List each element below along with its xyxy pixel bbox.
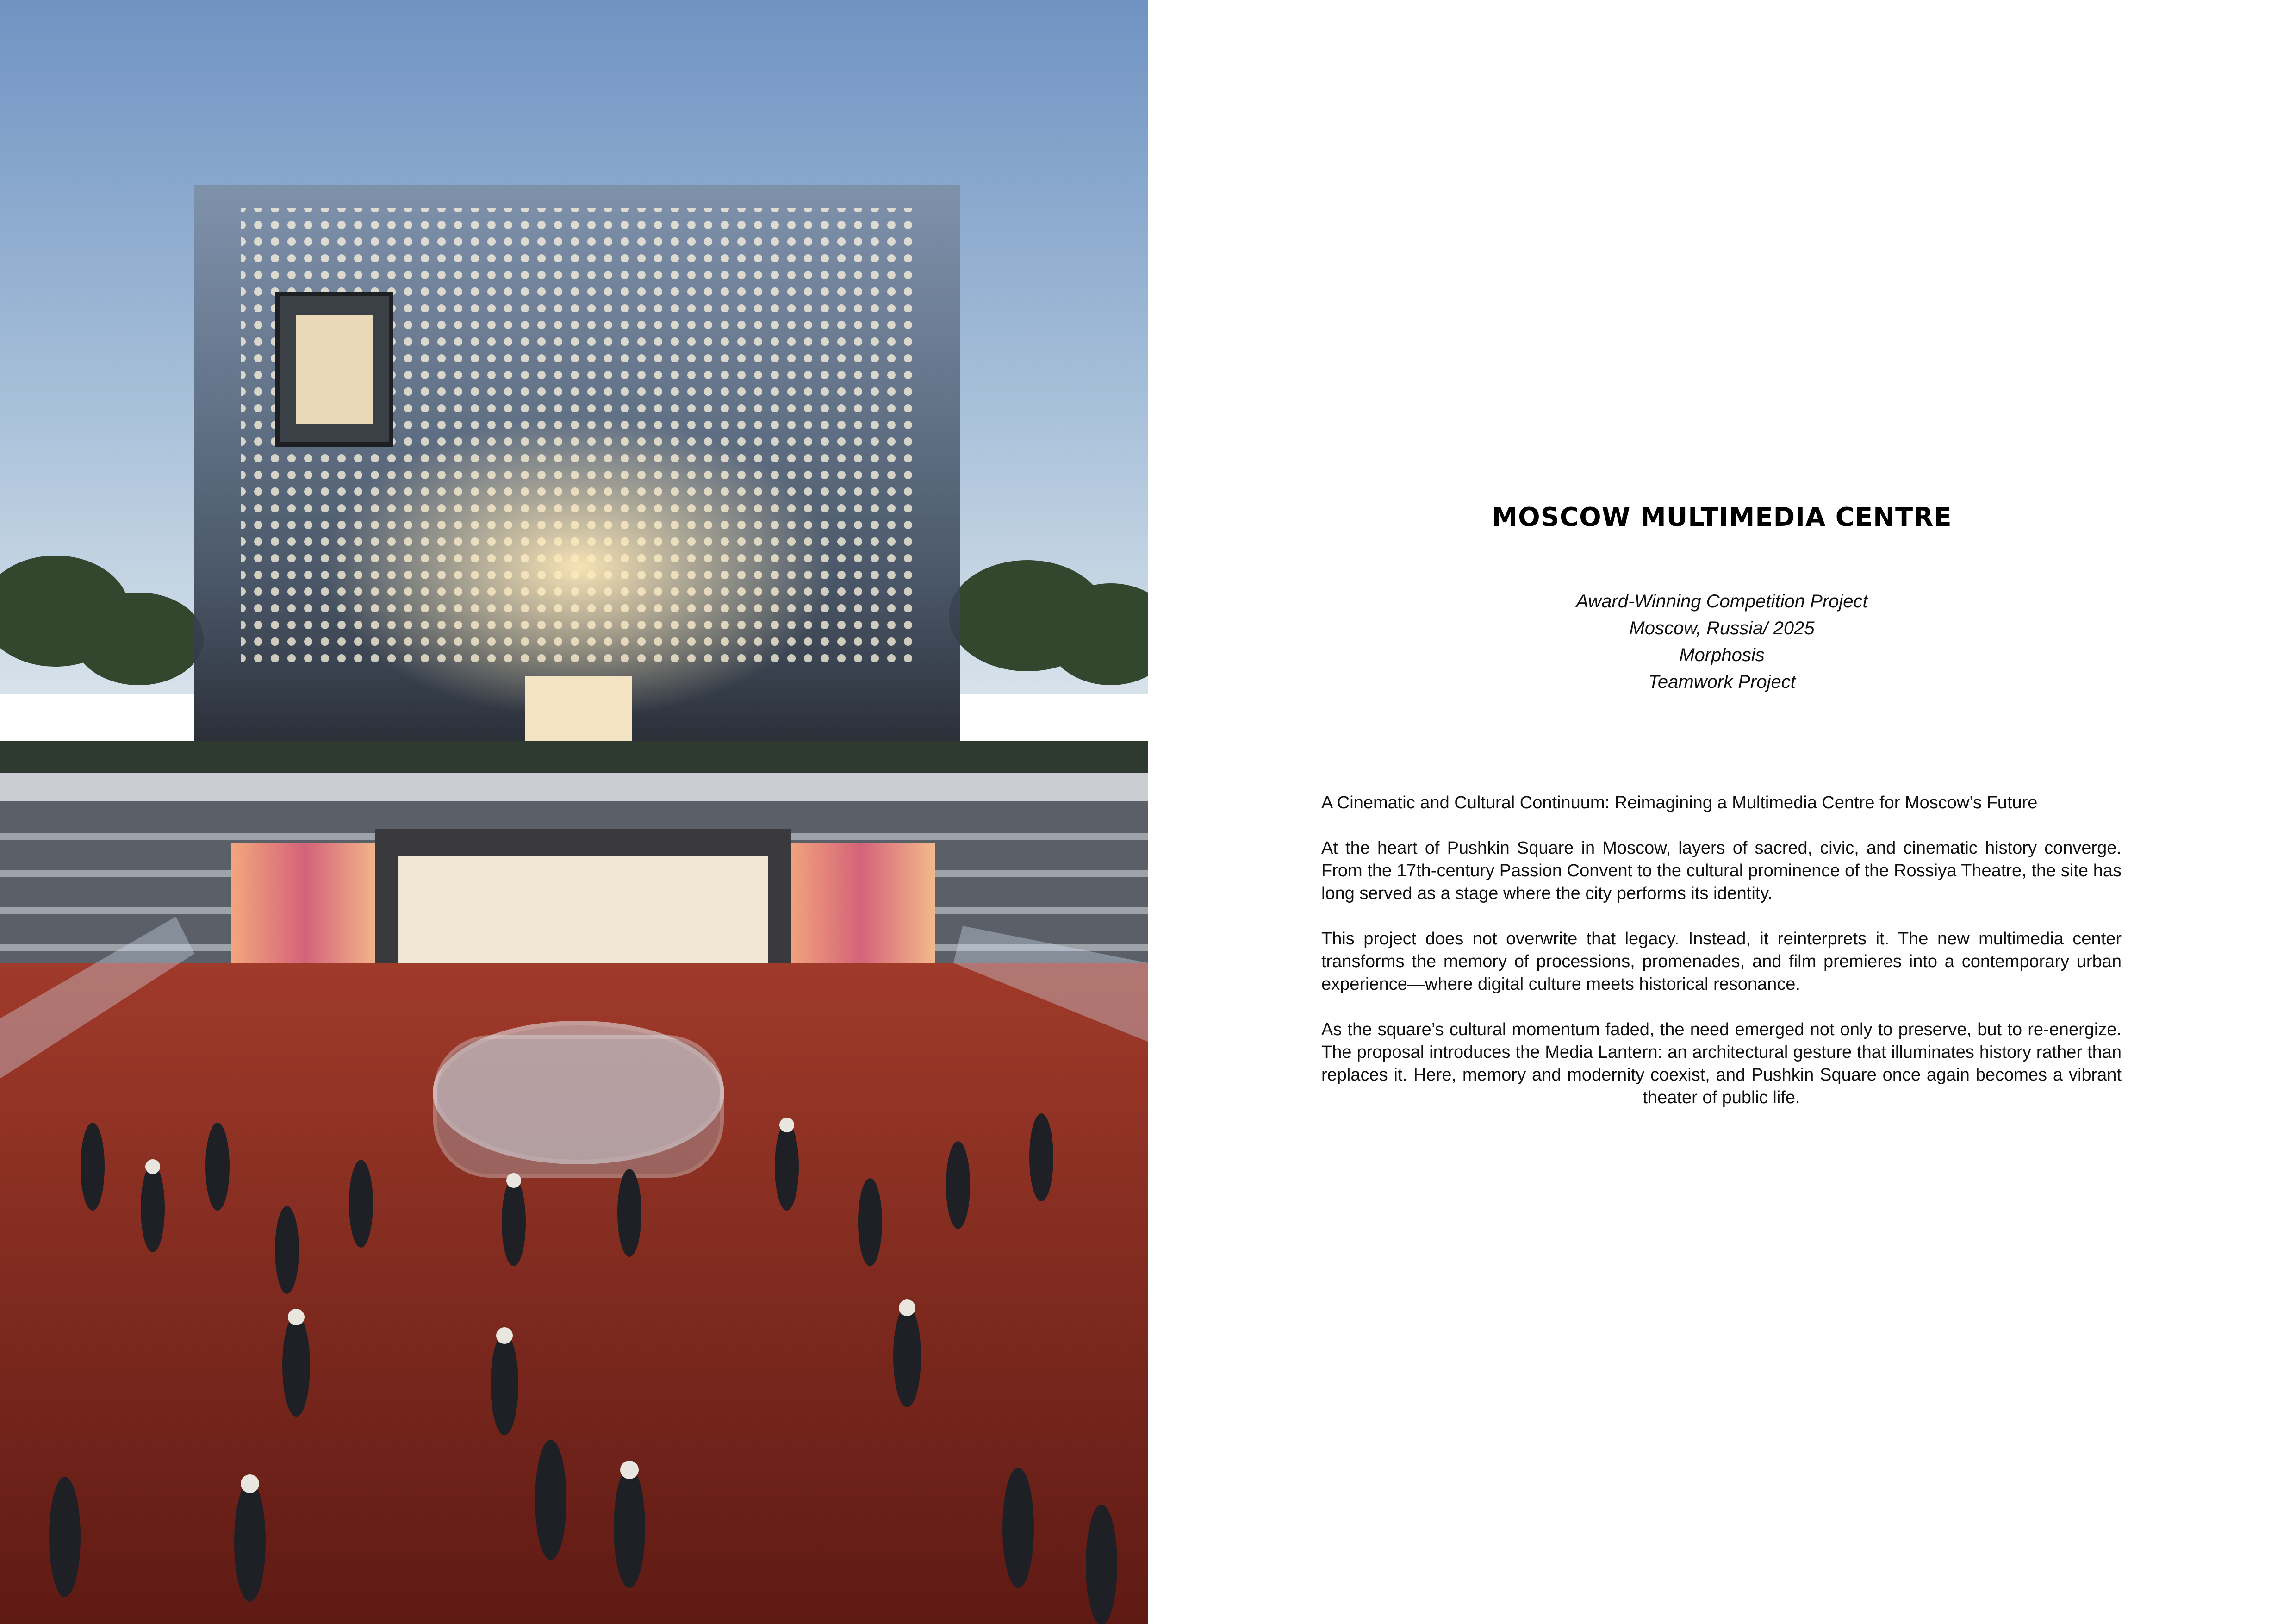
sunset-screen-left xyxy=(231,843,380,963)
project-description xyxy=(1321,792,2122,1132)
roof-terrace xyxy=(0,741,1148,773)
description-subtitle: A Cinematic and Cultural Continuum: Reimagining a Multimedia Centre for Moscow’s Future xyxy=(1321,793,2038,812)
lantern-glow xyxy=(324,417,833,718)
project-title: MOSCOW MULTIMEDIA CENTRE xyxy=(1492,502,1952,532)
description-paragraph: As the square’s cultural momentum faded, the need emerged not only to preserve, but to re-energize. The proposal introduces the Media Lantern: an architectural gesture that illuminates history rather than replaces it. Here, memory and modernity coexist, and Pushkin Square once again becomes a vibrant theater of public life. xyxy=(1321,1020,2122,1107)
credit-location: Moscow, Russia/ 2025 xyxy=(1629,618,1815,638)
credit-award: Award-Winning Competition Project xyxy=(1576,591,1868,612)
sunset-screen-right xyxy=(787,843,935,963)
entry-door xyxy=(525,676,632,741)
description-paragraph: This project does not overwrite that legacy. Instead, it reinterprets it. The new multimedia center transforms the memory of processions, promenades, and film premieres into a contemporary urban experience—where digital culture meets historical resonance. xyxy=(1321,929,2122,994)
podium-slab xyxy=(0,773,1148,801)
credit-team: Teamwork Project xyxy=(1648,672,1796,692)
credit-firm: Morphosis xyxy=(1679,645,1765,665)
stage-interior xyxy=(398,856,768,977)
description-paragraph: At the heart of Pushkin Square in Moscow, layers of sacred, civic, and cinematic history converge. From the 17th-century Passion Convent to the cultural prominence of the Rossiya Theatre, the site has long served as a stage where the city performs its identity. xyxy=(1321,838,2122,903)
project-credits xyxy=(1148,588,2296,695)
project-description-page xyxy=(1148,0,2296,1624)
